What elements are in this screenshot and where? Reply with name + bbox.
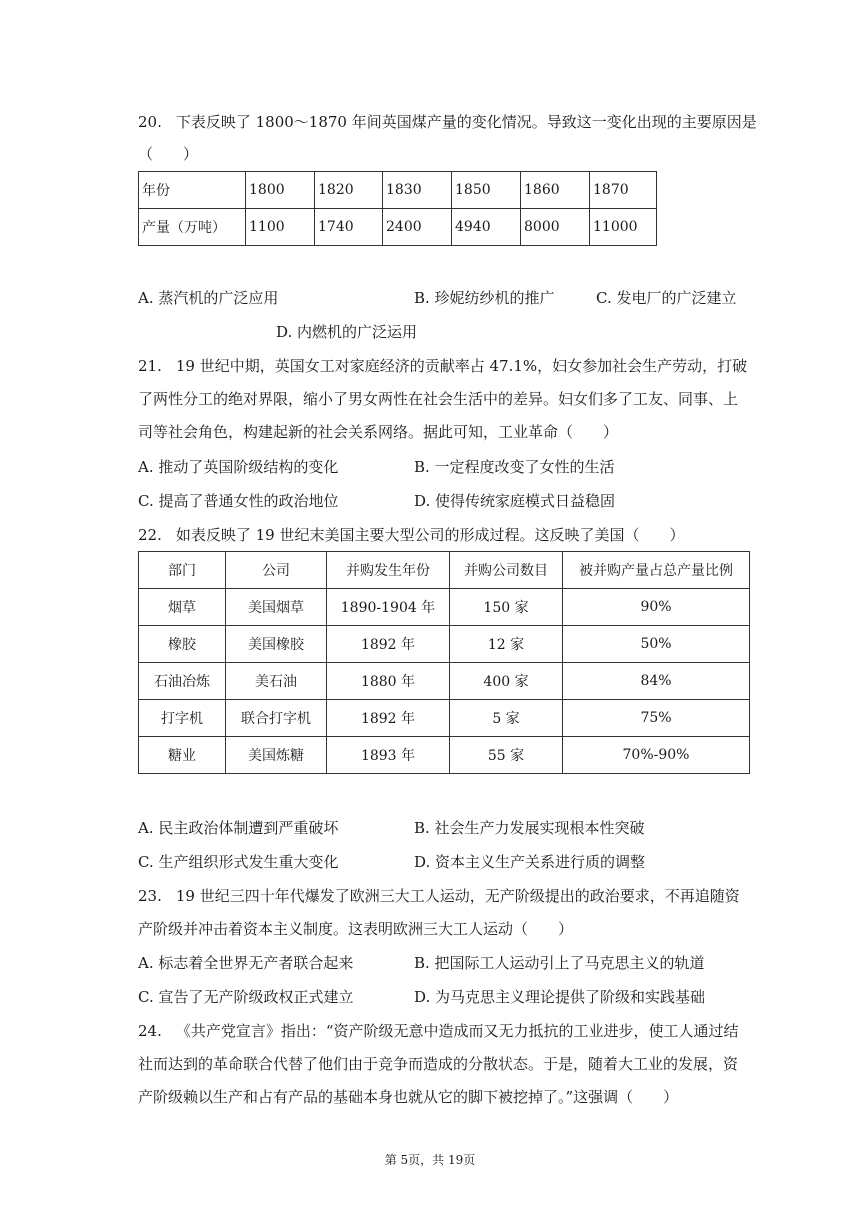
q21-text: 19 世纪中期，英国女工对家庭经济的贡献率占 47.1%，妇女参加社会生产劳动，打破 — [175, 357, 748, 375]
q20-paren: （ ） — [138, 145, 199, 163]
table-cell: 1820 — [315, 172, 383, 209]
table-cell: 400 家 — [450, 663, 563, 700]
table-cell: 糖业 — [139, 737, 226, 774]
table-cell: 1860 — [521, 172, 590, 209]
q22-option-d: D. 资本主义生产关系进行质的调整 — [414, 853, 646, 871]
table-row — [139, 626, 750, 663]
q22-stem — [138, 525, 685, 545]
q21-option-d: D. 使得传统家庭模式日益稳固 — [414, 492, 616, 510]
q24-line-3: 产阶级赖以生产和占有产品的基础本身也就从它的脚下被挖掉了。”这强调（ ） — [138, 1088, 679, 1106]
q23-option-a: A. 标志着全世界无产者联合起来 — [138, 954, 354, 972]
table-cell: 4940 — [452, 209, 521, 246]
table-header-cell: 被并购产量占总产量比例 — [563, 552, 750, 589]
table-cell: 1892 年 — [327, 626, 450, 663]
table-cell: 1892 年 — [327, 700, 450, 737]
table-row — [139, 589, 750, 626]
q23-option-d: D. 为马克思主义理论提供了阶级和实践基础 — [414, 988, 706, 1006]
table-row — [139, 737, 750, 774]
table-header-row — [139, 552, 750, 589]
table-cell: 年份 — [139, 172, 246, 209]
table-cell: 1830 — [383, 172, 452, 209]
table-cell: 8000 — [521, 209, 590, 246]
table-cell: 1870 — [590, 172, 657, 209]
q23-number: 23. — [138, 887, 162, 905]
table-cell: 1740 — [315, 209, 383, 246]
q21-number: 21. — [138, 357, 162, 375]
q20-number: 20. — [138, 113, 162, 131]
q22-option-a: A. 民主政治体制遭到严重破坏 — [138, 819, 339, 837]
q20-option-d: D. 内燃机的广泛运用 — [276, 323, 418, 341]
page-footer: 第 5页，共 19页 — [384, 1153, 476, 1167]
q24-number: 24. — [138, 1022, 162, 1040]
q23-text: 19 世纪三四十年代爆发了欧洲三大工人运动，无产阶级提出的政治要求，不再追随资 — [175, 887, 740, 905]
q21-line-1 — [138, 356, 747, 376]
table-cell: 美国橡胶 — [226, 626, 327, 663]
q21-line-3: 司等社会角色，构建起新的社会关系网络。据此可知，工业革命（ ） — [138, 423, 619, 441]
table-header-cell: 并购发生年份 — [327, 552, 450, 589]
table-cell: 1880 年 — [327, 663, 450, 700]
q24-line-1 — [138, 1021, 739, 1041]
table-row — [139, 700, 750, 737]
table-cell: 1850 — [452, 172, 521, 209]
table-cell: 美石油 — [226, 663, 327, 700]
q20-option-a: A. 蒸汽机的广泛应用 — [138, 289, 279, 307]
table-cell: 2400 — [383, 209, 452, 246]
table-cell: 70%-90% — [563, 737, 750, 774]
table-cell: 75% — [563, 700, 750, 737]
table-cell: 美国烟草 — [226, 589, 327, 626]
table-header-cell: 部门 — [139, 552, 226, 589]
q23-option-c: C. 宣告了无产阶级政权正式建立 — [138, 988, 354, 1006]
q22-number: 22. — [138, 526, 162, 544]
q20-option-b: B. 珍妮纺纱机的推广 — [414, 289, 555, 307]
q24-line-2: 社而达到的革命联合代替了他们由于竞争而造成的分散状态。于是，随着大工业的发展，资 — [138, 1055, 739, 1073]
table-cell: 1893 年 — [327, 737, 450, 774]
table-cell: 55 家 — [450, 737, 563, 774]
table-cell: 1800 — [246, 172, 315, 209]
q23-line-1 — [138, 886, 740, 906]
table-row — [139, 172, 657, 209]
q20-option-c: C. 发电厂的广泛建立 — [596, 289, 737, 307]
table-cell: 1100 — [246, 209, 315, 246]
table-cell: 5 家 — [450, 700, 563, 737]
q23-option-b: B. 把国际工人运动引上了马克思主义的轨道 — [414, 954, 705, 972]
table-cell: 90% — [563, 589, 750, 626]
q24-text: 《共产党宣言》指出：“资产阶级无意中造成而又无力抵抗的工业进步，使工人通过结 — [175, 1022, 739, 1040]
table-cell: 1890-1904 年 — [327, 589, 450, 626]
q21-option-c: C. 提高了普通女性的政治地位 — [138, 492, 339, 510]
q20-table — [138, 171, 657, 246]
q21-option-a: A. 推动了英国阶级结构的变化 — [138, 458, 339, 476]
q21-line-2: 了两性分工的绝对界限，缩小了男女两性在社会生活中的差异。妇女们多了工友、同事、上 — [138, 390, 739, 408]
table-row — [139, 209, 657, 246]
table-cell: 橡胶 — [139, 626, 226, 663]
table-cell: 50% — [563, 626, 750, 663]
table-header-cell: 并购公司数目 — [450, 552, 563, 589]
table-cell: 石油冶炼 — [139, 663, 226, 700]
table-row — [139, 663, 750, 700]
table-cell: 150 家 — [450, 589, 563, 626]
q20-stem — [138, 112, 757, 132]
q23-line-2: 产阶级并冲击着资本主义制度。这表明欧洲三大工人运动（ ） — [138, 920, 574, 938]
q22-option-b: B. 社会生产力发展实现根本性突破 — [414, 819, 645, 837]
table-cell: 产量（万吨） — [139, 209, 246, 246]
q20-stem-text: 下表反映了 1800～1870 年间英国煤产量的变化情况。导致这一变化出现的主要原因是 — [175, 113, 757, 131]
q22-stem-text: 如表反映了 19 世纪末美国主要大型公司的形成过程。这反映了美国（ ） — [175, 526, 685, 544]
table-header-cell: 公司 — [226, 552, 327, 589]
table-cell: 打字机 — [139, 700, 226, 737]
table-cell: 联合打字机 — [226, 700, 327, 737]
table-cell: 12 家 — [450, 626, 563, 663]
table-cell: 烟草 — [139, 589, 226, 626]
q22-option-c: C. 生产组织形式发生重大变化 — [138, 853, 339, 871]
table-cell: 84% — [563, 663, 750, 700]
q21-option-b: B. 一定程度改变了女性的生活 — [414, 458, 615, 476]
table-cell: 美国炼糖 — [226, 737, 327, 774]
table-cell: 11000 — [590, 209, 657, 246]
q22-table — [138, 551, 750, 774]
